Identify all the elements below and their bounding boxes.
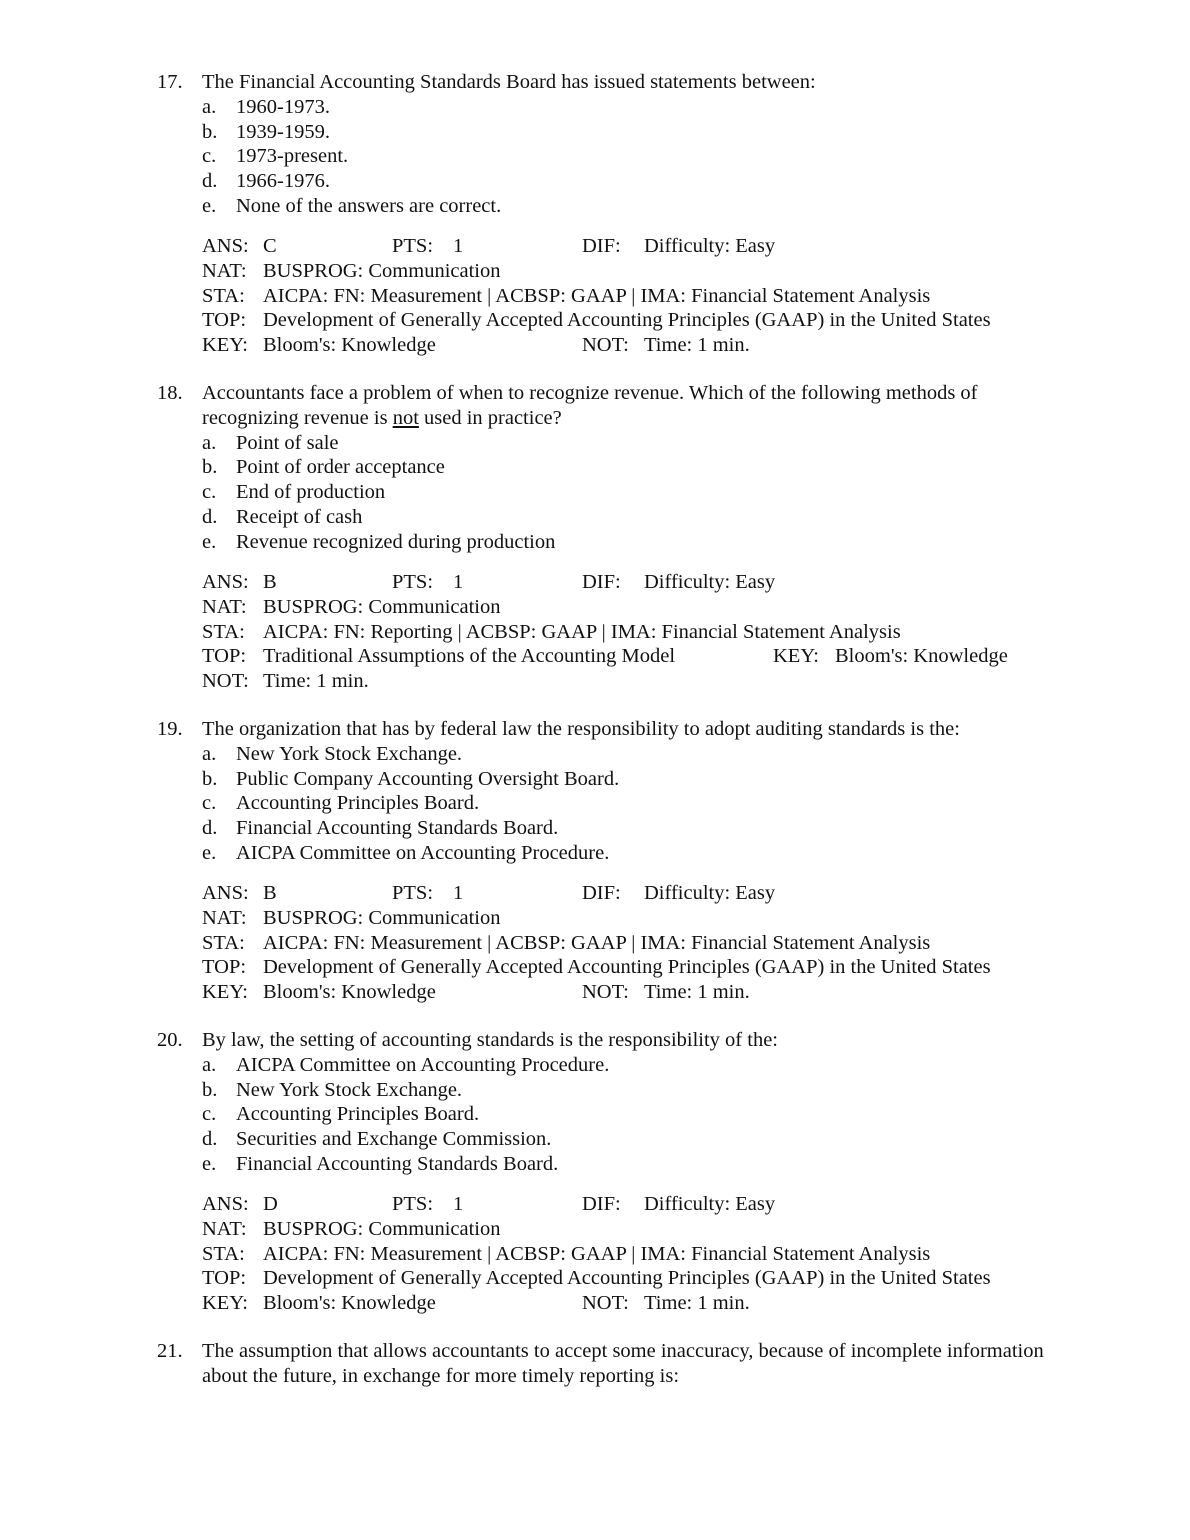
option-letter: c. bbox=[202, 145, 217, 168]
option-b bbox=[202, 455, 445, 480]
option-letter: d. bbox=[202, 1128, 218, 1151]
question-stem: By law, the setting of accounting standards is the responsibility of the: bbox=[202, 1029, 778, 1051]
option-text: Accounting Principles Board. bbox=[236, 792, 480, 815]
dif-label: DIF: bbox=[582, 1193, 621, 1215]
key-label: KEY: bbox=[773, 645, 819, 668]
question-number: 21. bbox=[157, 1340, 183, 1362]
ans-label: ANS: bbox=[202, 235, 249, 257]
dif-label: DIF: bbox=[582, 571, 621, 593]
option-e bbox=[202, 841, 609, 866]
key-label: KEY: bbox=[202, 1292, 248, 1315]
option-c bbox=[202, 1102, 479, 1127]
top-label: TOP: bbox=[202, 645, 247, 668]
option-d bbox=[202, 505, 362, 530]
option-e bbox=[202, 530, 555, 555]
nat-value: BUSPROG: Communication bbox=[263, 595, 501, 618]
key-value: Bloom's: Knowledge bbox=[263, 981, 436, 1004]
option-letter: a. bbox=[202, 1053, 217, 1076]
question-number: 17. bbox=[157, 71, 183, 93]
option-letter: e. bbox=[202, 195, 217, 217]
option-c bbox=[202, 480, 385, 505]
ans-label: ANS: bbox=[202, 1193, 249, 1215]
option-text: AICPA Committee on Accounting Procedure. bbox=[236, 1053, 610, 1076]
sta-value: AICPA: FN: Reporting | ACBSP: GAAP | IMA: Financial Statement Analysis bbox=[263, 620, 901, 643]
sta-label: STA: bbox=[202, 1242, 245, 1265]
option-letter: e. bbox=[202, 1153, 217, 1175]
sta-value: AICPA: FN: Measurement | ACBSP: GAAP | IMA: Financial Statement Analysis bbox=[263, 1242, 931, 1265]
top-label: TOP: bbox=[202, 956, 247, 979]
sta-label: STA: bbox=[202, 284, 245, 307]
option-text: Point of sale bbox=[236, 431, 339, 454]
pts-value: 1 bbox=[453, 571, 464, 593]
option-letter: b. bbox=[202, 456, 218, 479]
nat-label: NAT: bbox=[202, 595, 247, 618]
option-text: Financial Accounting Standards Board. bbox=[236, 1153, 559, 1175]
stem-text: recognizing revenue is bbox=[202, 406, 393, 429]
pts-label: PTS: bbox=[392, 1193, 434, 1215]
option-text: Accounting Principles Board. bbox=[236, 1103, 480, 1126]
not-value: Time: 1 min. bbox=[644, 334, 750, 357]
question-number: 19. bbox=[157, 718, 183, 740]
pts-value: 1 bbox=[453, 882, 464, 904]
dif-value: Difficulty: Easy bbox=[644, 882, 776, 904]
not-value: Time: 1 min. bbox=[644, 1292, 750, 1315]
ans-value: D bbox=[263, 1193, 278, 1215]
stem-text: used in practice? bbox=[418, 406, 562, 429]
option-c bbox=[202, 144, 348, 169]
option-text: Financial Accounting Standards Board. bbox=[236, 817, 559, 840]
dif-label: DIF: bbox=[582, 882, 621, 904]
key-label: KEY: bbox=[202, 334, 248, 357]
option-b bbox=[202, 120, 330, 145]
sta-label: STA: bbox=[202, 931, 245, 954]
question-stem-line-1: The assumption that allows accountants to accept some inaccuracy, because of incomplete information bbox=[202, 1340, 1044, 1362]
option-text: 1973-present. bbox=[236, 145, 349, 168]
option-a bbox=[202, 95, 330, 120]
not-label: NOT: bbox=[582, 1292, 629, 1315]
ans-label: ANS: bbox=[202, 882, 249, 904]
ans-value: B bbox=[263, 571, 277, 593]
option-text: New York Stock Exchange. bbox=[236, 742, 463, 765]
option-text: Point of order acceptance bbox=[236, 456, 445, 479]
dif-value: Difficulty: Easy bbox=[644, 235, 776, 257]
option-text: Public Company Accounting Oversight Board. bbox=[236, 767, 620, 790]
ans-value: B bbox=[263, 882, 277, 904]
top-label: TOP: bbox=[202, 309, 247, 332]
option-c bbox=[202, 791, 479, 816]
option-b bbox=[202, 767, 619, 792]
ans-label: ANS: bbox=[202, 571, 249, 593]
option-text: AICPA Committee on Accounting Procedure. bbox=[236, 842, 610, 864]
option-d bbox=[202, 816, 558, 841]
not-label: NOT: bbox=[582, 981, 629, 1004]
top-value: Development of Generally Accepted Accounting Principles (GAAP) in the United States bbox=[263, 309, 991, 332]
pts-label: PTS: bbox=[392, 571, 434, 593]
top-value: Traditional Assumptions of the Accounting Model bbox=[263, 645, 676, 668]
not-value: Time: 1 min. bbox=[644, 981, 750, 1004]
option-letter: d. bbox=[202, 817, 218, 840]
option-letter: c. bbox=[202, 481, 217, 504]
stem-underlined-word: not bbox=[392, 406, 419, 429]
option-letter: b. bbox=[202, 767, 218, 790]
pts-value: 1 bbox=[453, 1193, 464, 1215]
sta-value: AICPA: FN: Measurement | ACBSP: GAAP | IMA: Financial Statement Analysis bbox=[263, 284, 931, 307]
option-text: Securities and Exchange Commission. bbox=[236, 1128, 552, 1151]
option-d bbox=[202, 169, 330, 194]
option-text: Receipt of cash bbox=[236, 506, 363, 528]
question-number: 18. bbox=[157, 382, 183, 404]
option-letter: e. bbox=[202, 842, 217, 864]
not-label: NOT: bbox=[582, 334, 629, 357]
option-e bbox=[202, 1152, 558, 1177]
dif-value: Difficulty: Easy bbox=[644, 571, 776, 593]
option-text: None of the answers are correct. bbox=[236, 195, 502, 217]
option-a bbox=[202, 742, 462, 767]
option-text: New York Stock Exchange. bbox=[236, 1078, 463, 1101]
key-value: Bloom's: Knowledge bbox=[835, 645, 1008, 668]
key-label: KEY: bbox=[202, 981, 248, 1004]
question-stem-line-2 bbox=[202, 406, 562, 431]
question-number: 20. bbox=[157, 1029, 183, 1051]
not-label: NOT: bbox=[202, 670, 249, 693]
option-text: End of production bbox=[236, 481, 386, 504]
option-a bbox=[202, 431, 339, 456]
option-letter: b. bbox=[202, 120, 218, 143]
option-e bbox=[202, 194, 501, 219]
question-stem: The organization that has by federal law the responsibility to adopt auditing standards is the: bbox=[202, 718, 960, 740]
option-text: 1939-1959. bbox=[236, 120, 330, 143]
option-text: Revenue recognized during production bbox=[236, 530, 556, 553]
sta-value: AICPA: FN: Measurement | ACBSP: GAAP | IMA: Financial Statement Analysis bbox=[263, 931, 931, 954]
nat-value: BUSPROG: Communication bbox=[263, 906, 501, 929]
question-stem-line-2: about the future, in exchange for more timely reporting is: bbox=[202, 1364, 680, 1387]
top-value: Development of Generally Accepted Accounting Principles (GAAP) in the United States bbox=[263, 1267, 991, 1290]
option-letter: d. bbox=[202, 170, 218, 193]
option-letter: a. bbox=[202, 95, 217, 118]
dif-label: DIF: bbox=[582, 235, 621, 257]
option-letter: c. bbox=[202, 792, 217, 815]
top-value: Development of Generally Accepted Accounting Principles (GAAP) in the United States bbox=[263, 956, 991, 979]
option-letter: a. bbox=[202, 742, 217, 765]
nat-value: BUSPROG: Communication bbox=[263, 1217, 501, 1240]
question-stem: The Financial Accounting Standards Board has issued statements between: bbox=[202, 71, 816, 93]
pts-label: PTS: bbox=[392, 882, 434, 904]
not-value: Time: 1 min. bbox=[263, 670, 369, 693]
option-letter: b. bbox=[202, 1078, 218, 1101]
sta-label: STA: bbox=[202, 620, 245, 643]
key-value: Bloom's: Knowledge bbox=[263, 1292, 436, 1315]
nat-label: NAT: bbox=[202, 259, 247, 282]
pts-value: 1 bbox=[453, 235, 464, 257]
option-text: 1966-1976. bbox=[236, 170, 330, 193]
option-d bbox=[202, 1127, 551, 1152]
option-letter: e. bbox=[202, 530, 217, 553]
nat-label: NAT: bbox=[202, 906, 247, 929]
option-a bbox=[202, 1053, 609, 1078]
nat-label: NAT: bbox=[202, 1217, 247, 1240]
option-letter: c. bbox=[202, 1103, 217, 1126]
top-label: TOP: bbox=[202, 1267, 247, 1290]
key-value: Bloom's: Knowledge bbox=[263, 334, 436, 357]
option-b bbox=[202, 1078, 462, 1103]
option-letter: a. bbox=[202, 431, 217, 454]
ans-value: C bbox=[263, 235, 277, 257]
option-text: 1960-1973. bbox=[236, 95, 330, 118]
nat-value: BUSPROG: Communication bbox=[263, 259, 501, 282]
dif-value: Difficulty: Easy bbox=[644, 1193, 776, 1215]
pts-label: PTS: bbox=[392, 235, 434, 257]
option-letter: d. bbox=[202, 506, 218, 528]
question-stem-line-1: Accountants face a problem of when to recognize revenue. Which of the following methods of bbox=[202, 382, 978, 404]
